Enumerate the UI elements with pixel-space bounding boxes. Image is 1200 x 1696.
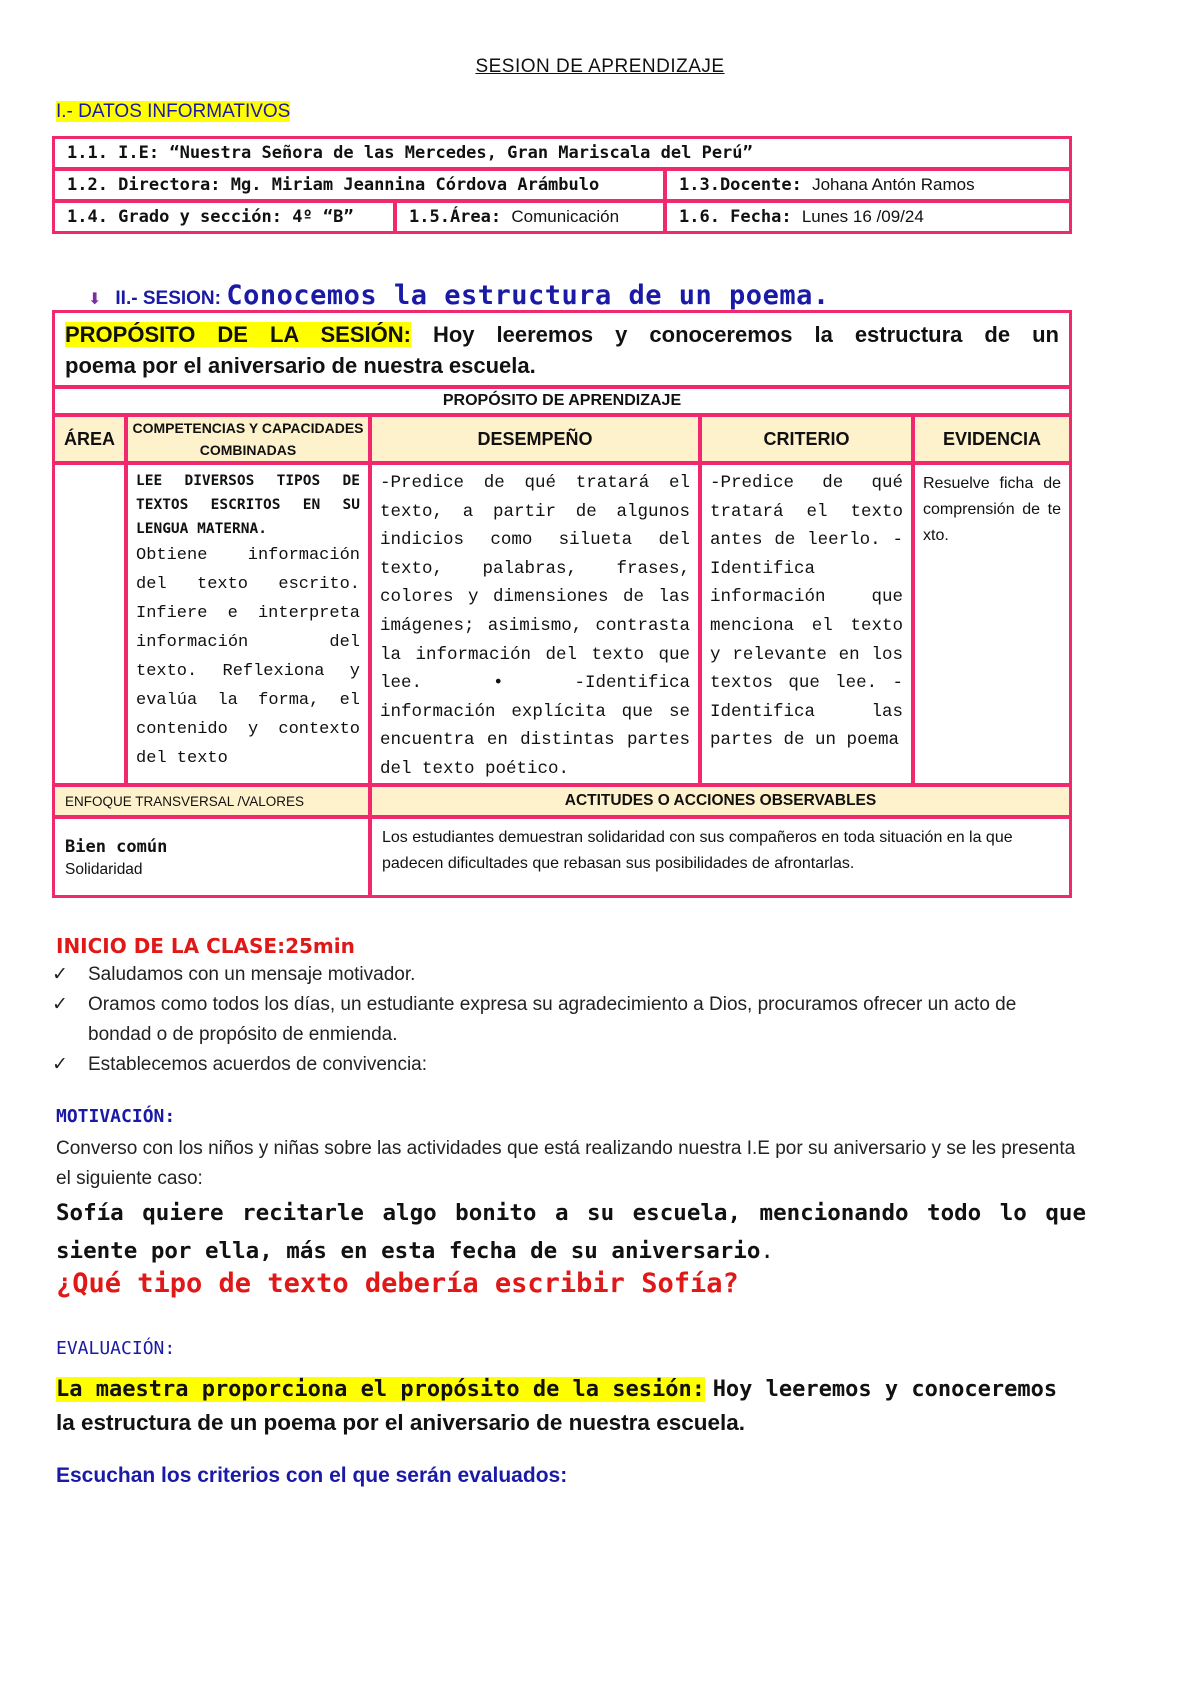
list-item: ✓ Establecemos acuerdos de convivencia: — [52, 1050, 1082, 1080]
actitudes-text: Los estudiantes demuestran solidaridad con sus compañeros en toda situación en la que padecen dificultades que rebasan sus posibilidades de afrontarlas. — [382, 829, 1013, 872]
criterios-text: Escuchan los criterios con el que serán evaluados: — [56, 1464, 568, 1487]
session-title: Conocemos la estructura de un poema. — [226, 280, 830, 311]
evidencia-text: Resuelve ficha de comprensión de texto. — [923, 475, 1061, 544]
datos-heading — [56, 101, 290, 123]
td-enfoque — [52, 816, 371, 898]
area-label: 1.5.Área: — [409, 207, 502, 227]
competencia-title: LEE DIVERSOS TIPOS DE TEXTOS ESCRITOS EN SU LENGUA MATERNA. — [136, 473, 360, 537]
session-heading — [88, 280, 830, 311]
ie-value: “Nuestra Señora de las Mercedes, Gran Mariscala del Perú” — [169, 143, 753, 163]
motivacion-text: Converso con los niños y niñas sobre las actividades que está realizando nuestra I.E por su aniversario y se les presenta el siguiente caso: — [56, 1138, 1076, 1189]
caso-end: . — [760, 1238, 774, 1264]
area-value: Comunicación — [511, 207, 620, 226]
docente-cell — [664, 168, 1072, 202]
td-competencias — [125, 462, 371, 786]
evaluacion-heading: EVALUACIÓN: — [56, 1338, 176, 1359]
grado-cell — [52, 200, 396, 234]
proposito-text1: Hoy leeremos y conoceremos la estructura de un — [432, 322, 1059, 347]
pregunta-text: ¿Qué tipo de texto debería escribir Sofía? — [56, 1268, 739, 1299]
list-item: ✓ Saludamos con un mensaje motivador. — [52, 960, 1082, 990]
th-competencias: COMPETENCIAS Y CAPACIDADES COMBINADAS — [125, 414, 371, 464]
td-area — [52, 462, 127, 786]
evaluacion-text2: la estructura de un poema por el aniversario de nuestra escuela. — [56, 1410, 746, 1435]
inicio-heading: INICIO DE LA CLASE:25min — [56, 934, 355, 958]
th-desempeno: DESEMPEÑO — [369, 414, 701, 464]
proposito-text2: poema por el aniversario de nuestra escuela. — [65, 353, 536, 378]
grado-value: 4º “B” — [292, 207, 354, 227]
td-desempeno — [369, 462, 701, 786]
caso-text — [56, 1194, 1086, 1270]
fecha-cell — [664, 200, 1072, 234]
th-evidencia: EVIDENCIA — [912, 414, 1072, 464]
evaluacion-text1: Hoy leeremos y conoceremos — [712, 1377, 1058, 1402]
inicio-list — [52, 960, 1082, 1080]
th-actitudes: ACTITUDES O ACCIONES OBSERVABLES — [369, 784, 1072, 818]
th-criterio: CRITERIO — [699, 414, 914, 464]
list-item: ✓ Oramos como todos los días, un estudiante expresa su agradecimiento a Dios, procuramos ofrecer un acto de bondad o de propósito de enmienda. — [52, 990, 1082, 1050]
td-evidencia — [912, 462, 1072, 786]
th-enfoque: ENFOQUE TRANSVERSAL /VALORES — [52, 784, 371, 818]
directora-cell — [52, 168, 666, 202]
enfoque-value: Bien común — [65, 837, 168, 857]
directora-label: 1.2. Directora: — [67, 175, 221, 195]
td-actitudes — [369, 816, 1072, 898]
proposito-aprendizaje-header: PROPÓSITO DE APRENDIZAJE — [52, 386, 1072, 416]
docente-value: Johana Antón Ramos — [812, 175, 975, 194]
proposito-label: PROPÓSITO DE LA SESIÓN: — [65, 322, 411, 347]
ie-label: 1.1. I.E: — [67, 143, 160, 163]
motivacion-heading: MOTIVACIÓN: — [56, 1106, 176, 1127]
evaluacion-label: La maestra proporciona el propósito de la sesión: — [56, 1377, 706, 1402]
caso-main: Sofía quiere recitarle algo bonito a su escuela, mencionando todo lo que siente por ella, más en esta fecha de su aniversario — [56, 1200, 1086, 1264]
th-area: ÁREA — [52, 414, 127, 464]
proposito-sesion-cell — [52, 310, 1072, 388]
grado-label: 1.4. Grado y sección: — [67, 207, 282, 227]
document-title: SESION DE APRENDIZAJE — [475, 56, 725, 77]
bullet-arrow-icon: ⬇ — [88, 289, 102, 308]
criterio-text: -Predice de qué tratará el texto antes de leerlo. -Identifica información que menciona el texto y relevante en los textos que lee. -Identifica las partes de un poema — [710, 473, 903, 751]
session-label: II.- SESION: — [115, 288, 221, 309]
desempeno-text: -Predice de qué tratará el texto, a partir de algunos indicios como silueta del texto, palabras, frases, colores y dimensiones de las imágenes; asimismo, contrasta la información del texto que lee. • -Identifica información explícita que se encuentra en distintas partes del texto poético. — [380, 473, 690, 779]
proposito-line1 — [65, 319, 1059, 351]
directora-value: Mg. Miriam Jeannina Córdova Arámbulo — [230, 175, 600, 195]
enfoque-sub: Solidaridad — [65, 861, 143, 878]
td-criterio — [699, 462, 914, 786]
fecha-value: Lunes 16 /09/24 — [801, 207, 924, 226]
datos-heading-text: I.- DATOS INFORMATIVOS — [56, 101, 291, 122]
ie-row — [52, 136, 1072, 170]
fecha-label: 1.6. Fecha: — [679, 207, 792, 227]
docente-label: 1.3.Docente: — [679, 175, 802, 195]
capacidades-text: Obtiene información del texto escrito. Infiere e interpreta información del texto. Reflexiona y evalúa la forma, el contenido y contexto del texto — [136, 546, 360, 768]
area-cell — [394, 200, 666, 234]
evaluacion-block — [56, 1372, 1086, 1408]
